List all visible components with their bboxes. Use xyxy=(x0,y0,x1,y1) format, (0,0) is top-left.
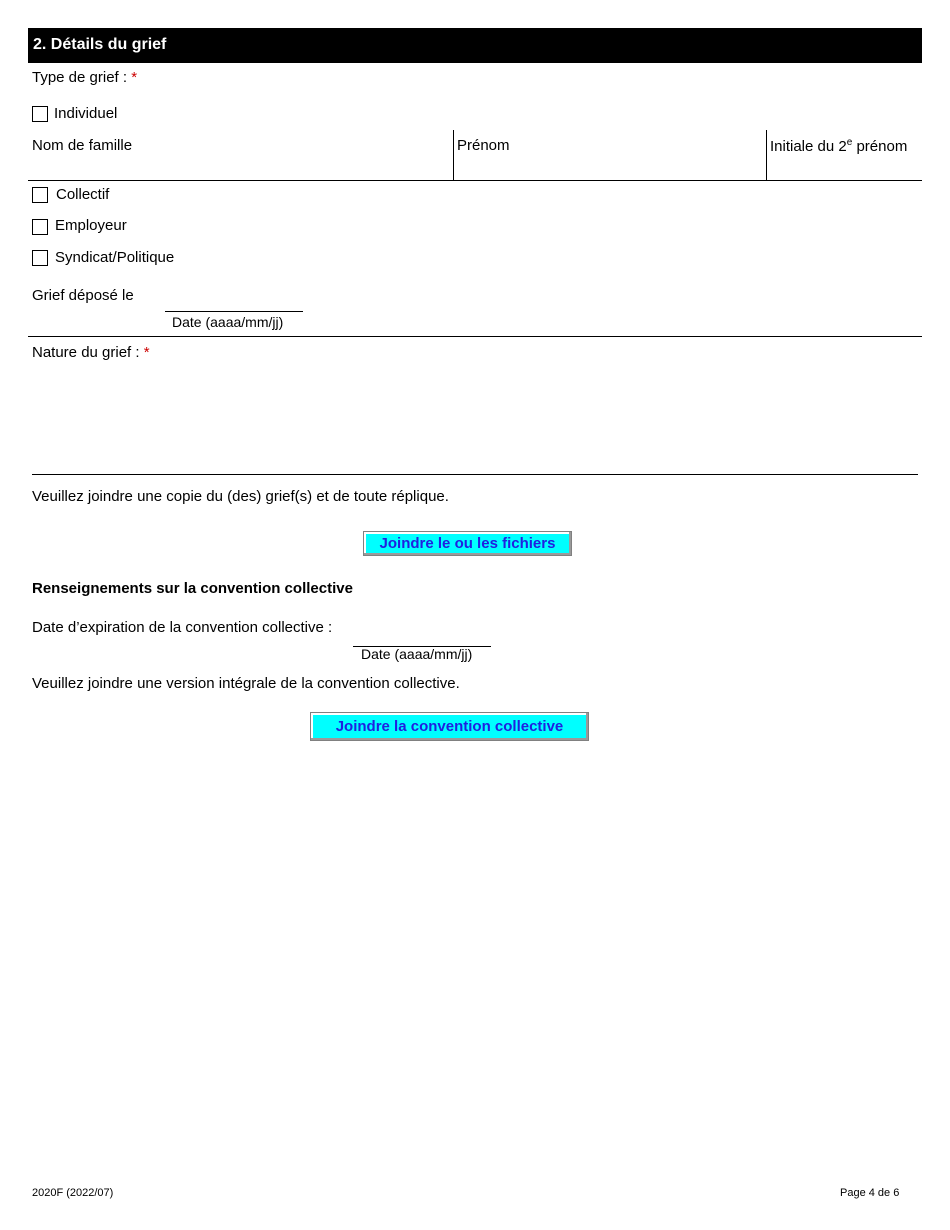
section-header xyxy=(28,28,922,63)
filed-date-label: Grief déposé le xyxy=(32,287,134,304)
collective-checkbox[interactable] xyxy=(32,187,48,203)
attach-files-button[interactable]: Joindre le ou les fichiers xyxy=(363,531,572,556)
middle-initial-label: Initiale du 2e prénom xyxy=(770,137,908,155)
form-id: 2020F (2022/07) xyxy=(32,1187,114,1199)
union-policy-label: Syndicat/Politique xyxy=(55,249,175,266)
page-number: Page 4 de 6 xyxy=(840,1187,900,1199)
agreement-date-caption: Date (aaaa/mm/jj) xyxy=(361,646,473,662)
last-name-label: Nom de famille xyxy=(32,137,133,154)
grievance-type-label: Type de grief : * xyxy=(32,69,138,86)
last-name-input[interactable] xyxy=(32,157,447,177)
filed-bottom-rule xyxy=(28,336,922,337)
first-name-input[interactable] xyxy=(457,157,762,177)
nature-label: Nature du grief : * xyxy=(32,344,150,361)
employer-label: Employeur xyxy=(55,217,127,234)
name-divider-2 xyxy=(766,130,767,180)
required-asterisk: * xyxy=(131,69,138,86)
attach-grievance-instruction: Veuillez joindre une copie du (des) grief(s) et de toute réplique. xyxy=(32,488,449,505)
name-table-bottom-rule xyxy=(28,180,922,181)
filed-date-caption: Date (aaaa/mm/jj) xyxy=(172,314,284,330)
filed-date-input[interactable] xyxy=(165,291,303,312)
section-title: 2. Détails du grief xyxy=(33,36,167,53)
agreement-expiry-label: Date d’expiration de la convention collective : xyxy=(32,619,333,636)
agreement-instruction: Veuillez joindre une version intégrale de la convention collective. xyxy=(32,675,460,692)
individual-checkbox[interactable] xyxy=(32,106,48,122)
required-asterisk: * xyxy=(143,344,150,361)
individual-label: Individuel xyxy=(54,105,118,122)
attach-agreement-button[interactable]: Joindre la convention collective xyxy=(310,712,589,741)
nature-textarea[interactable] xyxy=(32,366,918,475)
union-policy-checkbox[interactable] xyxy=(32,250,48,266)
agreement-heading: Renseignements sur la convention collective xyxy=(32,580,353,597)
middle-initial-input[interactable] xyxy=(770,157,915,177)
collective-label: Collectif xyxy=(56,186,110,203)
employer-checkbox[interactable] xyxy=(32,219,48,235)
first-name-label: Prénom xyxy=(457,137,510,154)
name-divider-1 xyxy=(453,130,454,180)
agreement-expiry-input[interactable] xyxy=(353,626,491,647)
